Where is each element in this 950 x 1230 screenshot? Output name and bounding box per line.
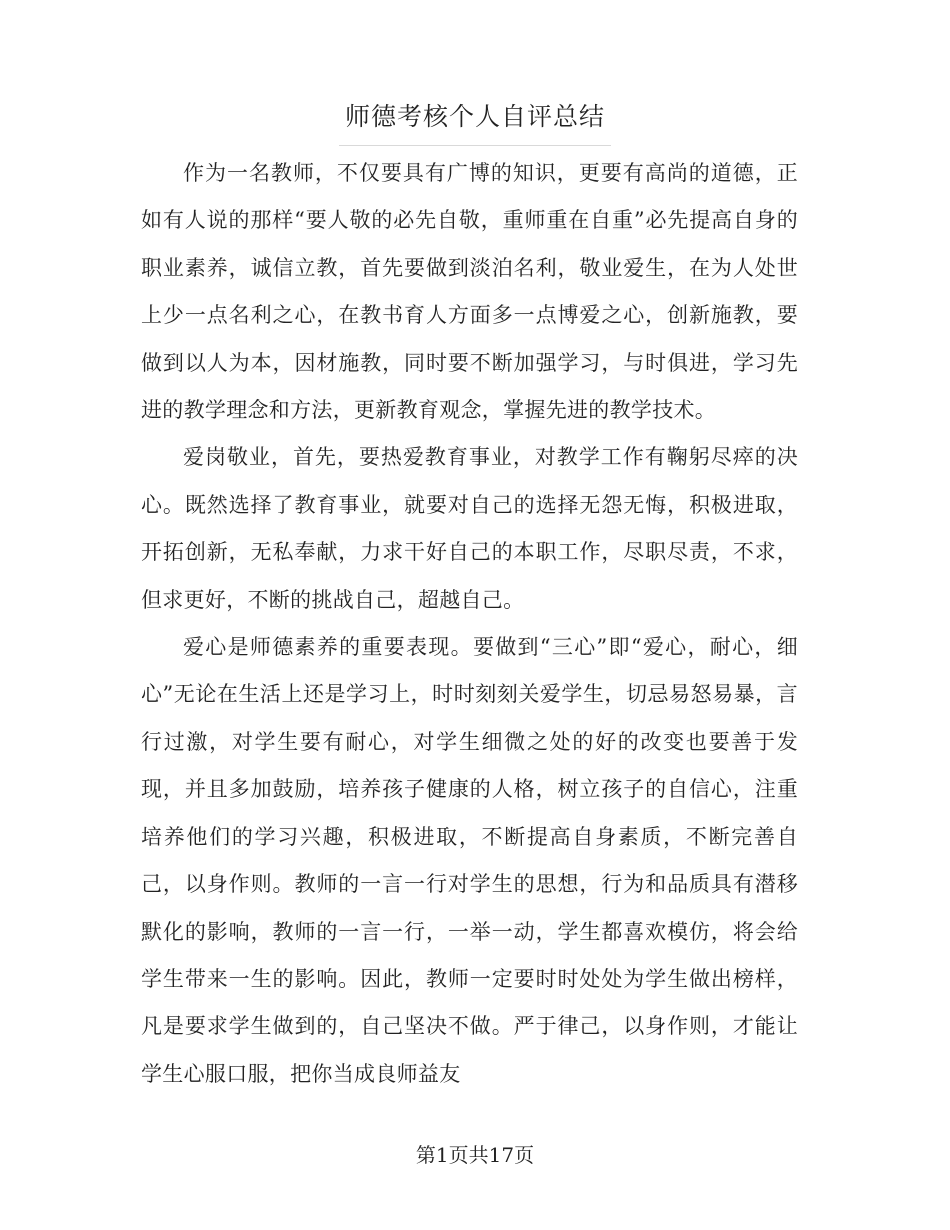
page-number-footer: 第1页共17页 [415,1143,535,1167]
document-body [141,150,798,1098]
page-title: 师德考核个人自评总结 [339,95,611,146]
paragraph-3: 爱心是师德素养的重要表现。要做到“三心”即“爱心，耐心，细心”无论在生活上还是学习上，时时刻刻关爱学生，切忌易怒易暴，言行过激，对学生要有耐心，对学生细微之处的好的改变也要善于发现，并且多加鼓励，培养孩子健康的人格，树立孩子的自信心，注重培养他们的学习兴趣，积极进取，不断提高自身素质，不断完善自己，以身作则。教师的一言一行对学生的思想，行为和品质具有潜移默化的影响，教师的一言一行，一举一动，学生都喜欢模仿，将会给学生带来一生的影响。因此，教师一定要时时处处为学生做出榜样，凡是要求学生做到的，自己坚决不做。严于律己，以身作则，才能让学生心服口服，把你当成良师益友 [141,635,798,1086]
title-container [0,95,950,146]
paragraph-2: 爱岗敬业，首先，要热爱教育事业，对教学工作有鞠躬尽瘁的决心。既然选择了教育事业，就要对自己的选择无怨无悔，积极进取，开拓创新，无私奉献，力求干好自己的本职工作，尽职尽责，不求，但求更好，不断的挑战自己，超越自己。 [141,445,798,612]
paragraph-1: 作为一名教师，不仅要具有广博的知识，更要有高尚的道德，正如有人说的那样“要人敬的必先自敬，重师重在自重”必先提高自身的职业素养，诚信立教，首先要做到淡泊名利，敬业爱生，在为人处世上少一点名利之心，在教书育人方面多一点博爱之心，创新施教，要做到以人为本，因材施教，同时要不断加强学习，与时俱进，学习先进的教学理念和方法，更新教育观念，掌握先进的教学技术。 [141,161,798,423]
